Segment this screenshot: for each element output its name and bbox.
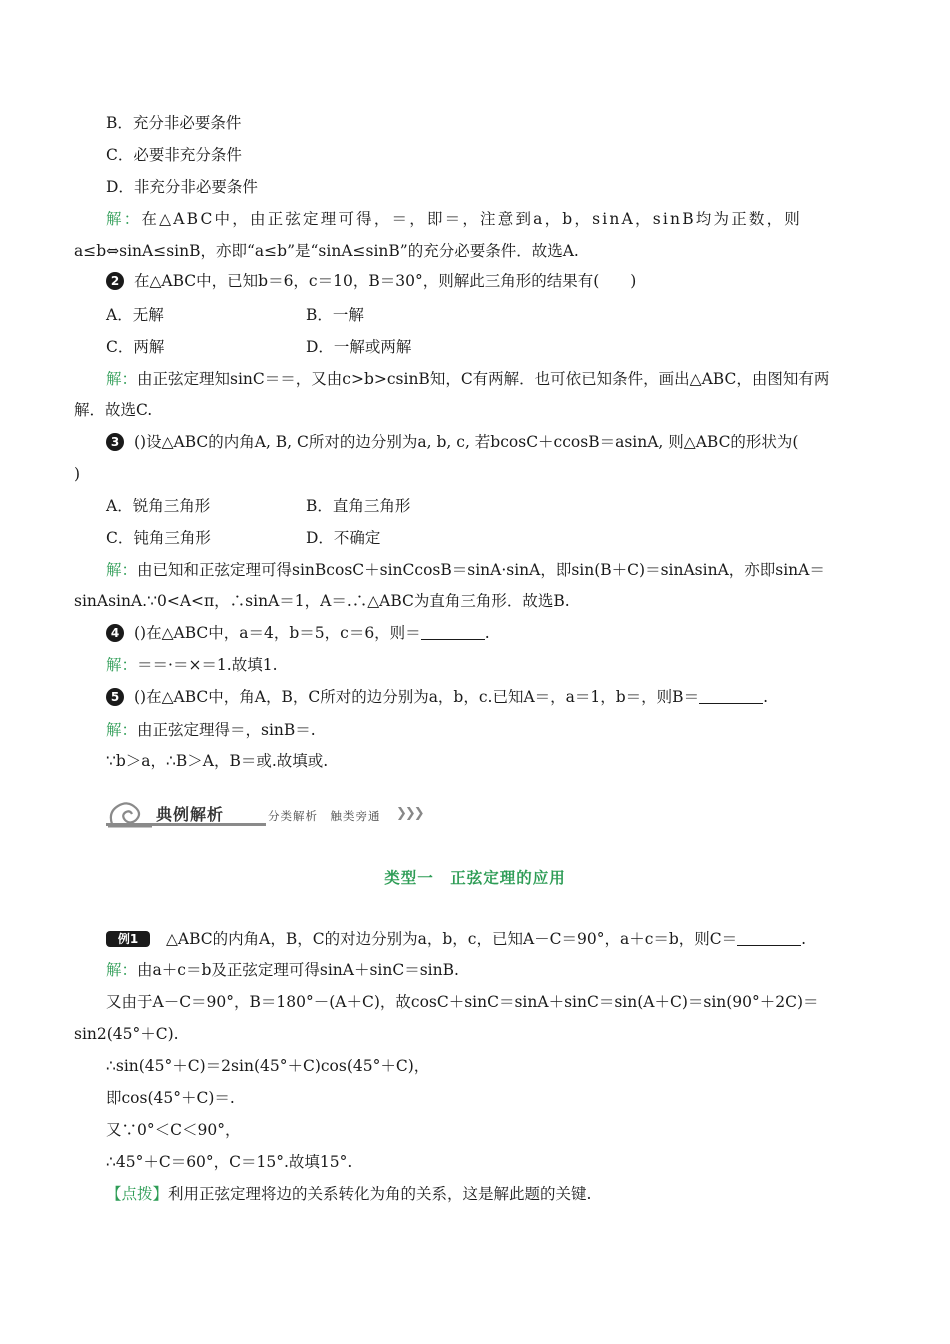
solution-label: 解：	[106, 961, 138, 979]
question-end: .	[484, 624, 490, 642]
question-text: ()设△ABC的内角A, B, C所对的边分别为a, b, c, 若bcosC＋ccosB＝asinA, 则△ABC的形状为(	[134, 433, 799, 451]
example-solution-line-1	[106, 959, 908, 981]
solution-label: 解：	[106, 561, 138, 579]
question-text: 在△ABC中，已知b＝6，c＝10，B＝30°，则解此三角形的结果有( )	[134, 272, 637, 290]
question-number-icon: 5	[106, 688, 124, 706]
question-2	[106, 270, 908, 292]
example-solution-line-4: ∴sin(45°＋C)＝2sin(45°＋C)cos(45°＋C)，	[106, 1057, 430, 1075]
solution-label: 解：	[106, 656, 138, 674]
example-solution-line-7: ∴45°＋C＝60°，C＝15°.故填15°.	[106, 1153, 353, 1171]
solution-5-line-2: ∵b＞a，∴B＞A，B＝或.故填或.	[106, 752, 329, 770]
question-3-options-row-1	[106, 495, 908, 517]
option-d: D．不确定	[306, 529, 381, 547]
solution-text: 由正弦定理得＝，sinB＝.	[137, 721, 316, 739]
option-c: C．钝角三角形	[106, 529, 211, 547]
question-3	[106, 431, 908, 453]
example-solution-line-6: 又∵0°＜C＜90°，	[106, 1121, 241, 1139]
solution-3-line-1	[106, 559, 908, 581]
question-4	[106, 622, 908, 644]
solution-2-line-1	[106, 368, 908, 390]
solution-text: ＝＝·＝×＝1.故填1.	[137, 656, 278, 674]
option-d: D．一解或两解	[306, 338, 412, 356]
section-title: 类型一 正弦定理的应用	[384, 869, 566, 887]
solution-text: 由已知和正弦定理可得sinBcosC＋sinCcosB＝sinA·sinA，即sin(B＋C)＝sinAsinA，亦即sinA＝	[137, 561, 825, 579]
tip-text: 利用正弦定理将边的关系转化为角的关系，这是解此题的关键.	[168, 1185, 592, 1203]
question-3-cont: )	[74, 465, 81, 483]
question-text: △ABC的内角A，B，C的对边分别为a，b，c，已知A－C＝90°，a＋c＝b，则C＝	[166, 930, 738, 948]
example-tip	[106, 1183, 908, 1205]
option-b: B．一解	[306, 306, 364, 324]
question-end: .	[763, 688, 769, 706]
option-b: B．直角三角形	[306, 497, 411, 515]
solution-4	[106, 654, 908, 676]
example-question	[106, 928, 908, 950]
tip-label: 【点拨】	[106, 1185, 169, 1203]
example-solution-line-3: sin2(45°＋C).	[74, 1025, 179, 1043]
option-b: B．充分非必要条件	[106, 114, 242, 132]
solution-text: 在△ABC中，由正弦定理可得，＝，即＝，注意到a，b，sinA，sinB均为正数，则	[141, 210, 802, 228]
option-a: A．锐角三角形	[106, 497, 211, 515]
solution-2-line-2: 解．故选C.	[74, 401, 153, 419]
option-c: C．必要非充分条件	[106, 146, 242, 164]
solution-label: 解：	[106, 721, 138, 739]
solution-label: 解：	[106, 370, 138, 388]
option-a: A．无解	[106, 306, 164, 324]
question-5	[106, 686, 908, 708]
chevrons-icon: ❯❯❯	[396, 806, 423, 821]
solution-3-line-2: sinAsinA.∵0<A<π，∴sinA＝1，A＝.∴△ABC为直角三角形．故选B.	[74, 592, 570, 610]
example-badge: 例1	[106, 931, 150, 947]
section-banner	[106, 798, 436, 830]
question-number-icon: 3	[106, 433, 124, 451]
option-c: C．两解	[106, 338, 165, 356]
question-text: ()在△ABC中，a＝4，b＝5，c＝6，则＝	[134, 624, 421, 642]
solution-1-line-2: a≤b⇔sinA≤sinB，亦即“a≤b”是“sinA≤sinB”的充分必要条件．故选A.	[74, 242, 579, 260]
question-3-options-row-2	[106, 527, 908, 549]
answer-blank	[737, 931, 801, 946]
solution-text: 由正弦定理知sinC＝＝，又由c>b>csinB知，C有两解．也可依已知条件，画出△ABC，由图知有两	[137, 370, 830, 388]
answer-blank	[699, 689, 763, 704]
solution-text: 由a＋c＝b及正弦定理可得sinA＋sinC＝sinB.	[137, 961, 459, 979]
banner-subtitle: 分类解析 触类旁通	[268, 809, 381, 823]
question-number-icon: 4	[106, 624, 124, 642]
example-solution-line-2: 又由于A－C＝90°，B＝180°－(A＋C)，故cosC＋sinC＝sinA＋sinC＝sin(A＋C)＝sin(90°＋2C)＝	[106, 993, 819, 1011]
question-2-options-row-1	[106, 304, 908, 326]
option-d: D．非充分非必要条件	[106, 178, 258, 196]
question-number-icon: 2	[106, 272, 124, 290]
solution-1-line-1	[106, 208, 908, 230]
solution-label: 解：	[106, 210, 142, 228]
banner-title: 典例解析	[156, 805, 225, 824]
question-2-options-row-2	[106, 336, 908, 358]
answer-blank	[421, 625, 485, 640]
question-end: .	[801, 930, 807, 948]
solution-5-line-1	[106, 719, 908, 741]
example-solution-line-5: 即cos(45°＋C)＝.	[106, 1089, 235, 1107]
question-text: ()在△ABC中，角A，B，C所对的边分别为a，b，c.已知A＝，a＝1，b＝，则B＝	[134, 688, 700, 706]
